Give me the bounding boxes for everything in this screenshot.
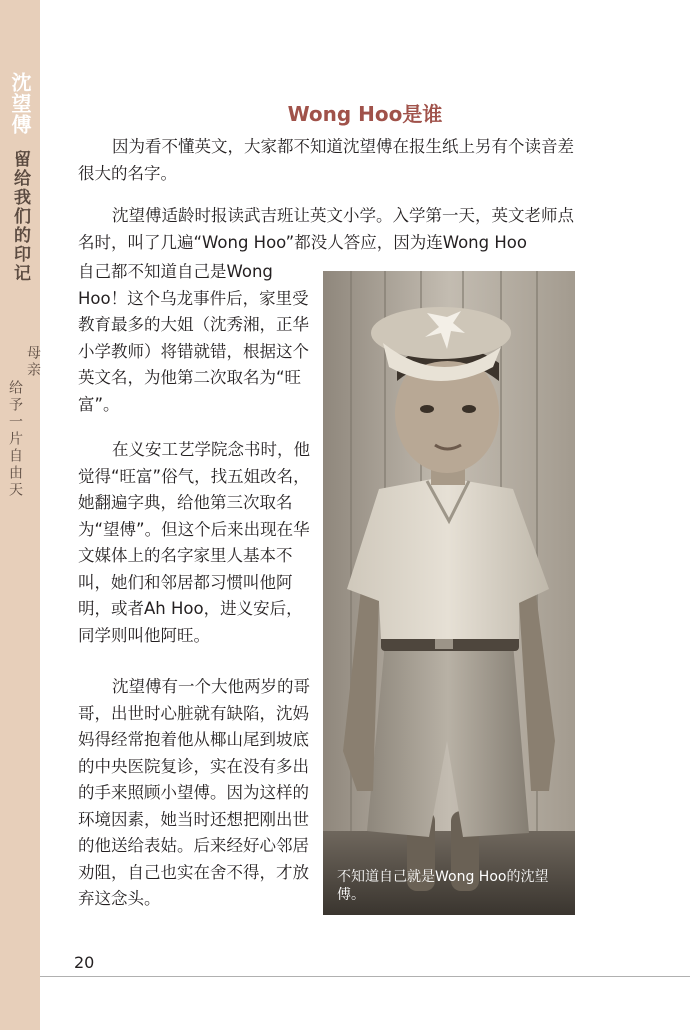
paragraph-1: 因为看不懂英文，大家都不知道沈望傅在报生纸上另有个读音差很大的名字。 xyxy=(78,137,574,183)
paragraph-4: 沈望傅有一个大他两岁的哥哥，出世时心脏就有缺陷，沈妈妈得经常抱着他从椰山尾到坡底的中央医院复诊，实在没有多出的手来照顾小望傅。因为这样的环境因素，她当时还想把刚出世的他送给表姑。后来经好心邻居劝阻，自己也实在舍不得，才放弃这念头。 xyxy=(78,677,310,908)
photo-caption: 不知道自己就是Wong Hoo的沈望傅。 xyxy=(337,869,549,903)
sidebar xyxy=(0,0,40,1030)
section-title-line1: 母亲 xyxy=(25,345,41,379)
paragraph-2-wide: 沈望傅适龄时报读武吉班让英文小学。入学第一天，英文老师点名时，叫了几遍“Wong Hoo”都没人答应，因为连Wong Hoo xyxy=(78,206,574,252)
book-subtitle: 留给我们的印记 xyxy=(10,150,30,283)
boy-photograph-illustration xyxy=(323,271,575,915)
section-title-line2: 给予一片自由天 xyxy=(7,380,23,499)
footer-divider xyxy=(40,976,690,977)
paragraph-2-continued: 自己都不知道自己是Wong Hoo！这个乌龙事件后，家里受教育最多的大姐（沈秀湘，正华小学教师）将错就错，根据这个英文名，为他第二次取名为“旺富”。 xyxy=(78,262,309,414)
paragraph-3: 在义安工艺学院念书时，他觉得“旺富”俗气，找五姐改名，她翻遍字典，给他第三次取名为“望傅”。但这个后来出现在华文媒体上的名字家里人基本不叫，她们和邻居都习惯叫他阿明，或者Ah Hoo，进义安后，同学则叫他阿旺。 xyxy=(78,440,310,645)
section-heading: Wong Hoo是谁 xyxy=(287,102,443,126)
page-number: 20 xyxy=(74,953,95,972)
boy-photograph xyxy=(323,271,575,915)
book-title: 沈望傅 xyxy=(8,72,32,135)
